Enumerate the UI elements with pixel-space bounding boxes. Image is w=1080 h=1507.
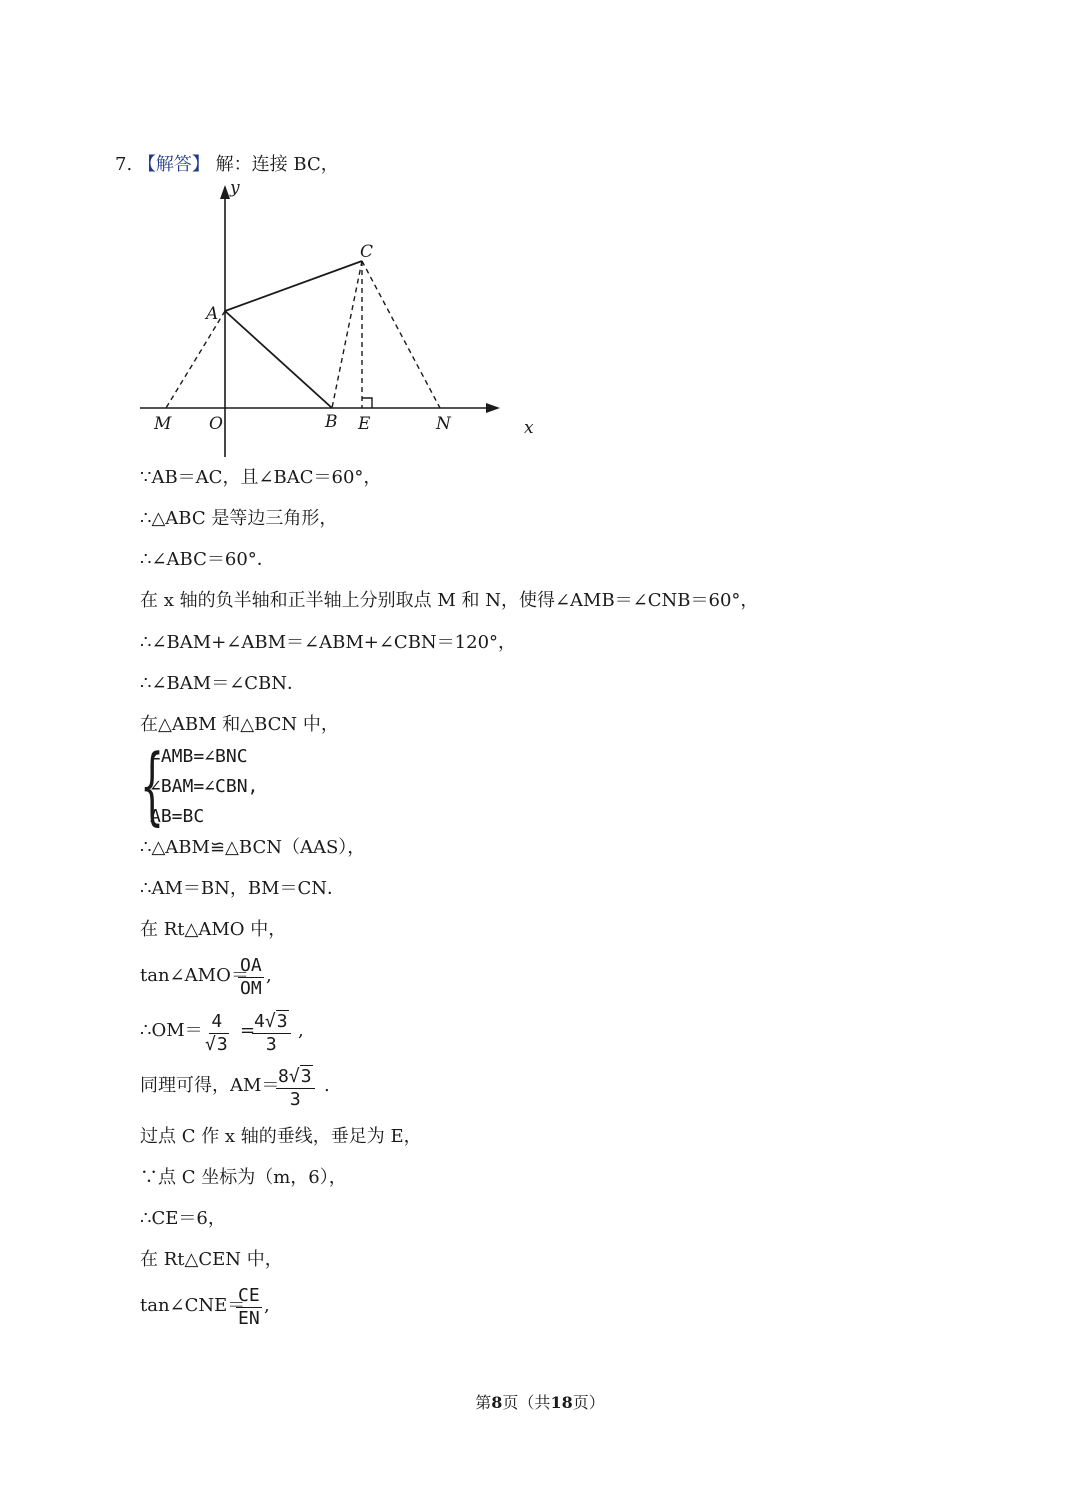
fraction-numerator: CE <box>238 1285 260 1306</box>
segment-ac <box>225 261 362 311</box>
am-prefix: 同理可得，AM＝ <box>140 1075 280 1096</box>
fraction-4root3-over-3 <box>252 1011 291 1056</box>
system-line-2: ∠BAM=∠CBN, <box>150 776 259 797</box>
footer-post: 页） <box>572 1393 605 1412</box>
fraction-denominator: OM <box>240 978 262 999</box>
om-prefix: ∴OM＝ <box>140 1020 203 1041</box>
fraction-4-over-root3 <box>203 1011 231 1056</box>
fraction-numerator: OA <box>240 955 262 976</box>
label-m: M <box>154 414 172 434</box>
line-angle-abc: ∴∠ABC＝60°． <box>140 549 275 570</box>
total-pages: 18 <box>550 1393 573 1412</box>
line-bam-cbn: ∴∠BAM＝∠CBN． <box>140 673 306 694</box>
tan-amo-suffix: , <box>266 965 272 986</box>
heading-text: 解：连接 BC， <box>215 154 339 175</box>
om-equals: = <box>240 1020 256 1041</box>
am-suffix: . <box>324 1075 330 1096</box>
tan-amo-prefix: tan∠AMO＝ <box>140 965 249 986</box>
line-ab-equals-ac: ∵AB＝AC，且∠BAC＝60°， <box>140 467 382 488</box>
right-angle-mark <box>362 398 372 408</box>
fraction-denominator: 3 <box>265 1034 277 1055</box>
fraction-numerator: 4√3 <box>252 1011 291 1034</box>
segment-cn <box>362 261 440 408</box>
line-in-triangles: 在△ABM 和△BCN 中， <box>140 714 339 735</box>
label-b: B <box>325 412 338 432</box>
solution-heading <box>115 150 339 176</box>
problem-number: 7. <box>115 154 133 175</box>
line-rt-cen: 在 Rt△CEN 中， <box>140 1249 283 1270</box>
tan-cne-prefix: tan∠CNE＝ <box>140 1295 246 1316</box>
page-footer <box>0 1390 1080 1413</box>
label-y: y <box>230 178 240 198</box>
line-rt-amo: 在 Rt△AMO 中， <box>140 919 287 940</box>
system-line-1: ∠AMB=∠BNC <box>150 746 248 767</box>
fraction-denominator: 3 <box>289 1089 301 1110</box>
label-n: N <box>436 414 451 434</box>
line-take-points: 在 x 轴的负半轴和正半轴上分别取点 M 和 N，使得∠AMB＝∠CNB＝60°， <box>140 590 759 611</box>
label-x: x <box>524 418 534 438</box>
label-a: A <box>206 304 219 324</box>
label-c: C <box>360 242 374 262</box>
fraction-numerator: 8√3 <box>276 1066 315 1089</box>
answer-tag: 【解答】 <box>137 154 210 175</box>
fraction-denominator: √3 <box>205 1034 228 1055</box>
om-suffix: , <box>298 1020 304 1041</box>
line-c-coordinates: ∵点 C 坐标为（m，6）， <box>140 1167 347 1188</box>
fraction-ce-en <box>236 1285 262 1330</box>
page-number: 8 <box>491 1393 503 1412</box>
line-perpendicular: 过点 C 作 x 轴的垂线，垂足为 E， <box>140 1126 422 1147</box>
label-e: E <box>358 414 371 434</box>
line-congruent: ∴△ABM≌△BCN（AAS）， <box>140 837 366 858</box>
radicand: 3 <box>216 1034 228 1055</box>
radicand: 3 <box>276 1011 288 1032</box>
line-am-bn: ∴AM＝BN，BM＝CN． <box>140 878 346 899</box>
system-line-3: AB=BC <box>150 806 205 827</box>
segment-am <box>166 311 225 408</box>
x-axis-arrow <box>486 403 500 413</box>
radicand: 3 <box>300 1066 312 1087</box>
system-brace: { <box>140 736 165 834</box>
fraction-8root3-over-3 <box>276 1066 315 1111</box>
segment-cb <box>332 261 362 408</box>
y-axis-arrow <box>220 185 230 199</box>
tan-cne-suffix: , <box>264 1295 270 1316</box>
footer-mid: 页（共 <box>502 1393 551 1412</box>
coefficient: 8 <box>278 1066 289 1087</box>
line-angle-sum: ∴∠BAM+∠ABM＝∠ABM+∠CBN＝120°， <box>140 632 517 653</box>
fraction-denominator: EN <box>238 1308 260 1329</box>
coefficient: 4 <box>254 1011 265 1032</box>
geometry-figure <box>130 175 550 460</box>
segment-ab <box>225 311 332 408</box>
fraction-numerator: 4 <box>211 1011 223 1032</box>
line-equilateral: ∴△ABC 是等边三角形， <box>140 508 338 529</box>
label-o: O <box>209 414 223 434</box>
fraction-oa-om <box>238 955 264 1000</box>
line-ce-equals-6: ∴CE＝6， <box>140 1208 226 1229</box>
footer-pre: 第 <box>475 1393 492 1412</box>
